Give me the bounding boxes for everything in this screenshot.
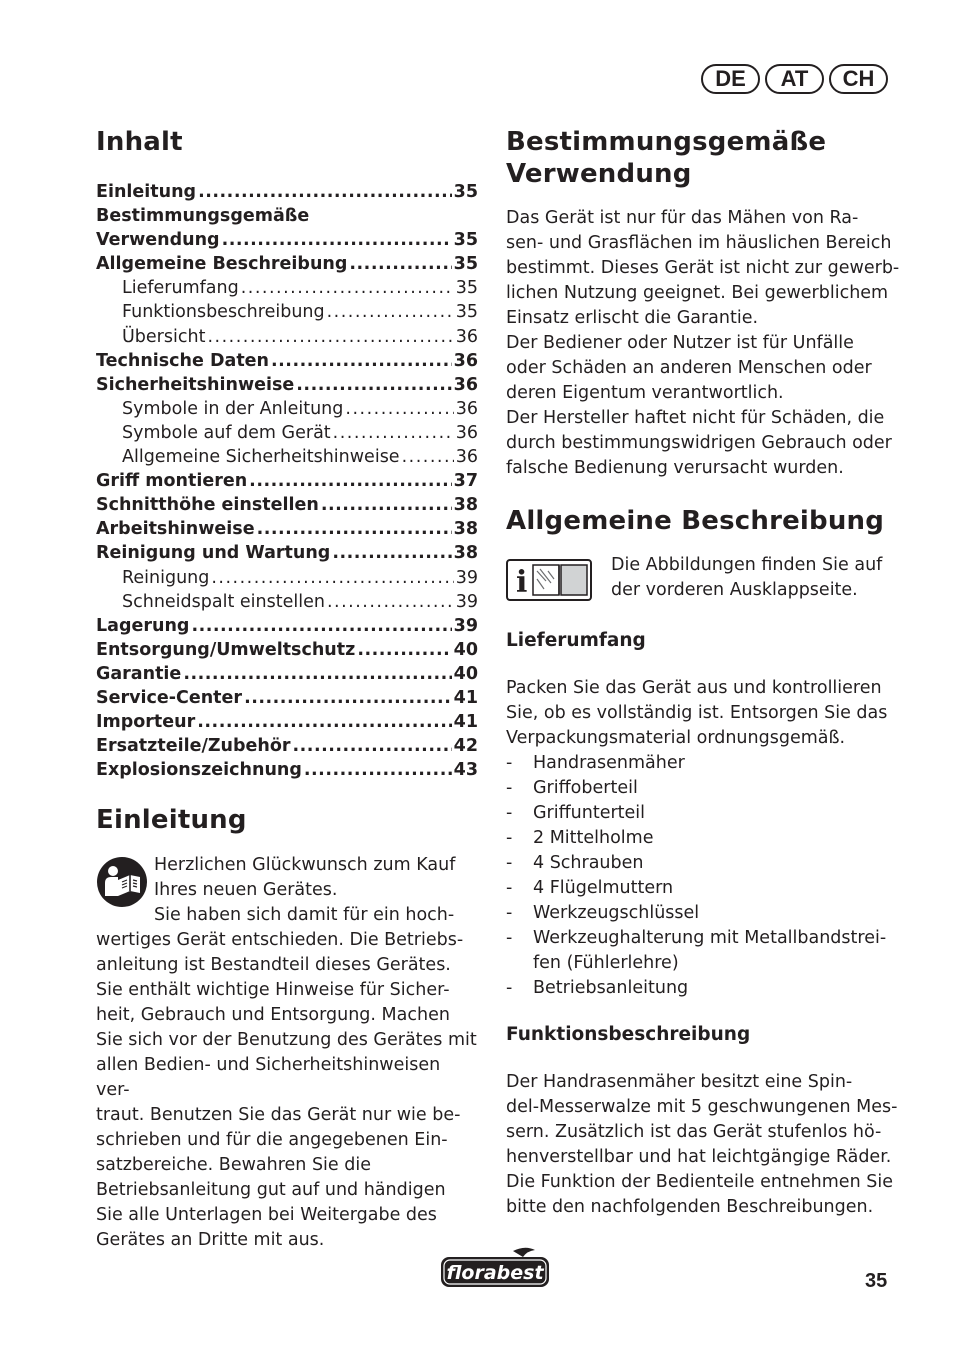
toc-entry-page: 36 <box>455 447 478 468</box>
bestimmung-line: durch bestimmungswidrigen Gebrauch oder <box>506 433 892 453</box>
toc-entry-label: Entsorgung/Umweltschutz <box>96 639 356 660</box>
toc-entry <box>96 734 478 758</box>
toc-entry-label: Lieferumfang <box>122 278 239 299</box>
einleitung-line: Sie haben sich damit für ein hoch- <box>154 905 455 926</box>
lieferumfang-item: - Werkzeugschlüssel <box>506 901 901 926</box>
toc-entry-page: 41 <box>453 712 478 733</box>
funktion-line: henverstellbar und hat leichtgängige Räder. <box>506 1147 892 1167</box>
toc-title: Inhalt <box>96 127 183 157</box>
toc-leader-dots <box>241 276 454 300</box>
toc-leader-dots <box>332 541 451 565</box>
bestimmung-line: deren Eigentum verantwortlich. <box>506 383 784 403</box>
bestimmung-line: Der Hersteller haftet nicht für Schäden, die <box>506 408 885 428</box>
toc-leader-dots <box>321 493 452 517</box>
info-line: Die Abbildungen finden Sie auf <box>611 555 883 575</box>
lieferumfang-item: - 4 Flügelmuttern <box>506 876 901 901</box>
toc-entry <box>96 517 478 541</box>
toc-leader-dots <box>211 566 453 590</box>
toc-entry <box>96 300 478 324</box>
page-number: 35 <box>865 1270 888 1292</box>
toc-entry <box>96 180 478 204</box>
toc-entry-label: Ersatzteile/Zubehör <box>96 736 291 757</box>
toc-entry <box>96 228 478 252</box>
bestimmung-line: Der Bediener oder Nutzer ist für Unfälle <box>506 333 854 353</box>
toc-entry-label: Allgemeine Sicherheitshinweise <box>122 447 400 468</box>
toc-entry-page: 41 <box>453 687 478 708</box>
logo-text: florabest <box>446 1262 544 1284</box>
toc-entry <box>96 373 478 397</box>
toc-leader-dots <box>183 662 451 686</box>
lieferumfang-item: - Griffunterteil <box>506 801 901 826</box>
toc-entry-label: Garantie <box>96 663 182 684</box>
toc-entry-page: 36 <box>453 350 478 371</box>
einleitung-line: satzbereiche. Bewahren Sie die <box>96 1155 371 1176</box>
toc-entry <box>96 638 478 662</box>
einleitung-line: Herzlichen Glückwunsch zum Kauf <box>154 855 456 876</box>
lieferumfang-line: Verpackungsmaterial ordnungsgemäß. <box>506 728 846 748</box>
toc-entry-label: Bestimmungsgemäße <box>96 206 310 227</box>
einleitung-line: allen Bedien- und Sicherheitshinweisen ver- <box>96 1055 441 1101</box>
einleitung-line: heit, Gebrauch und Entsorgung. Machen <box>96 1005 450 1026</box>
toc-entry <box>96 445 478 469</box>
funktion-title: Funktionsbeschreibung <box>506 1024 751 1045</box>
lieferumfang-intro <box>506 676 901 751</box>
bestimmung-line: lichen Nutzung geeignet. Bei gewerblichem <box>506 283 889 303</box>
toc-entry-page: 35 <box>455 278 478 299</box>
toc-leader-dots <box>296 373 451 397</box>
lieferumfang-line: Sie, ob es vollständig ist. Entsorgen Sie das <box>506 703 888 723</box>
toc-entry-page: 38 <box>453 543 478 564</box>
read-manual-icon <box>96 856 148 908</box>
toc-leader-dots <box>197 710 451 734</box>
toc-entry-label: Service-Center <box>96 687 243 708</box>
bestimmung-title-line2: Verwendung <box>506 159 692 189</box>
einleitung-title: Einleitung <box>96 805 247 836</box>
toc-entry <box>96 469 478 493</box>
funktion-line: sern. Zusätzlich ist das Gerät stufenlos hö- <box>506 1122 882 1142</box>
toc-entry-label: Allgemeine Beschreibung <box>96 254 348 275</box>
table-of-contents <box>96 180 478 782</box>
toc-entry <box>96 541 478 565</box>
toc-entry-label: Griff montieren <box>96 471 248 492</box>
bestimmung-line: bestimmt. Dieses Gerät ist nicht zur gewerb- <box>506 258 900 278</box>
einleitung-line: Ihres neuen Gerätes. <box>154 880 338 901</box>
toc-entry-page: 35 <box>453 230 478 251</box>
toc-entry-label: Reinigung und Wartung <box>96 543 331 564</box>
toc-entry <box>96 421 478 445</box>
toc-entry-label: Reinigung <box>122 567 210 588</box>
toc-leader-dots <box>333 421 454 445</box>
toc-entry-page: 39 <box>455 591 478 612</box>
toc-leader-dots <box>304 758 452 782</box>
einleitung-section <box>96 853 478 1253</box>
badge-at: AT <box>765 64 824 94</box>
toc-entry <box>96 325 478 349</box>
toc-leader-dots <box>257 517 452 541</box>
right-column <box>506 126 901 1220</box>
toc-entry-page: 42 <box>453 736 478 757</box>
toc-entry-label: Symbole auf dem Gerät <box>122 422 331 443</box>
toc-entry <box>96 493 478 517</box>
toc-entry-label: Lagerung <box>96 615 190 636</box>
toc-entry <box>96 758 478 782</box>
toc-entry-page: 38 <box>453 519 478 540</box>
toc-entry <box>96 590 478 614</box>
info-row <box>506 553 901 609</box>
lieferumfang-item: - Handrasenmäher <box>506 751 901 776</box>
toc-entry-page: 37 <box>453 471 478 492</box>
country-badges <box>701 64 888 94</box>
left-column <box>96 126 478 1253</box>
toc-entry-page: 39 <box>453 615 478 636</box>
toc-entry-page: 38 <box>453 495 478 516</box>
lieferumfang-title: Lieferumfang <box>506 630 646 651</box>
bestimmung-line: sen- und Grasflächen im häuslichen Bereich <box>506 233 892 253</box>
toc-entry-page: 40 <box>453 663 478 684</box>
einleitung-line: Gerätes an Dritte mit aus. <box>96 1230 325 1251</box>
info-text <box>611 553 901 603</box>
einleitung-body <box>96 903 478 1253</box>
lieferumfang-item: - Betriebsanleitung <box>506 976 901 1001</box>
toc-entry-page: 35 <box>455 302 478 323</box>
toc-entry-label: Schneidspalt einstellen <box>122 591 325 612</box>
einleitung-line: anleitung ist Bestandteil dieses Gerätes. <box>96 955 451 976</box>
toc-entry <box>96 252 478 276</box>
funktion-line: Der Handrasenmäher besitzt eine Spin- <box>506 1072 853 1092</box>
einleitung-line: Sie enthält wichtige Hinweise für Sicher- <box>96 980 450 1001</box>
allgemeine-title: Allgemeine Beschreibung <box>506 506 885 536</box>
toc-entry-label: Importeur <box>96 712 196 733</box>
toc-entry-page: 36 <box>455 326 478 347</box>
toc-leader-dots <box>244 686 452 710</box>
toc-leader-dots <box>222 228 452 252</box>
toc-entry-label: Technische Daten <box>96 350 270 371</box>
lieferumfang-list <box>506 751 901 1001</box>
toc-entry-page: 36 <box>455 398 478 419</box>
funktion-line: del-Messerwalze mit 5 geschwungenen Mes- <box>506 1097 898 1117</box>
lieferumfang-item: - Werkzeughalterung mit Metallbandstrei- fen (Fühlerlehre) <box>506 926 901 976</box>
bestimmung-title-line1: Bestimmungsgemäße <box>506 127 827 157</box>
badge-de: DE <box>701 64 760 94</box>
einleitung-line: schrieben und für die angegebenen Ein- <box>96 1130 448 1151</box>
toc-entry <box>96 204 478 228</box>
toc-entry-label: Verwendung <box>96 230 220 251</box>
toc-entry-page: 39 <box>455 567 478 588</box>
toc-entry <box>96 662 478 686</box>
toc-entry-label: Sicherheitshinweise <box>96 374 295 395</box>
toc-leader-dots <box>327 300 454 324</box>
toc-entry <box>96 397 478 421</box>
toc-entry <box>96 686 478 710</box>
toc-entry-page: 36 <box>453 374 478 395</box>
toc-leader-dots <box>249 469 451 493</box>
funktion-body <box>506 1070 901 1220</box>
bestimmung-line: falsche Bedienung verursacht wurden. <box>506 458 844 478</box>
einleitung-line: wertiges Gerät entschieden. Die Betriebs- <box>96 930 464 951</box>
toc-entry-label: Funktionsbeschreibung <box>122 302 325 323</box>
toc-leader-dots <box>198 180 452 204</box>
lieferumfang-item: - Griffoberteil <box>506 776 901 801</box>
toc-entry-label: Symbole in der Anleitung <box>122 398 344 419</box>
info-line: der vorderen Ausklappseite. <box>611 580 858 600</box>
badge-ch: CH <box>829 64 888 94</box>
toc-leader-dots <box>207 325 453 349</box>
toc-entry-label: Schnitthöhe einstellen <box>96 495 319 516</box>
toc-entry-label: Einleitung <box>96 182 197 202</box>
bestimmung-title <box>506 126 901 190</box>
florabest-logo <box>439 1247 551 1289</box>
lieferumfang-item: - 4 Schrauben <box>506 851 901 876</box>
einleitung-line: Sie alle Unterlagen bei Weitergabe des <box>96 1205 437 1226</box>
bestimmung-line: Einsatz erlischt die Garantie. <box>506 308 759 328</box>
toc-entry <box>96 710 478 734</box>
lieferumfang-line: Packen Sie das Gerät aus und kontrollieren <box>506 678 882 698</box>
toc-entry-label: Übersicht <box>122 326 206 347</box>
toc-entry <box>96 276 478 300</box>
funktion-line: Die Funktion der Bedienteile entnehmen Sie <box>506 1172 893 1192</box>
toc-leader-dots <box>191 614 451 638</box>
toc-entry-label: Explosionszeichnung <box>96 760 302 781</box>
einleitung-line: traut. Benutzen Sie das Gerät nur wie be- <box>96 1105 461 1126</box>
funktion-line: bitte den nachfolgenden Beschreibungen. <box>506 1197 874 1217</box>
einleitung-line: Sie sich vor der Benutzung des Gerätes mit <box>96 1030 477 1051</box>
toc-leader-dots <box>345 397 453 421</box>
bestimmung-line: oder Schäden an anderen Menschen oder <box>506 358 872 378</box>
toc-entry-page: 43 <box>453 760 478 781</box>
toc-leader-dots <box>357 638 451 662</box>
einleitung-line: Betriebsanleitung gut auf und händigen <box>96 1180 446 1201</box>
toc-entry-page: 40 <box>453 639 478 660</box>
toc-entry <box>96 566 478 590</box>
bestimmung-line: Das Gerät ist nur für das Mähen von Ra- <box>506 208 859 228</box>
toc-leader-dots <box>349 252 451 276</box>
toc-leader-dots <box>327 590 454 614</box>
toc-entry <box>96 614 478 638</box>
info-foldout-icon <box>506 559 592 601</box>
toc-leader-dots <box>293 734 452 758</box>
toc-entry-page: 35 <box>453 254 478 275</box>
toc-entry <box>96 349 478 373</box>
info-icon-letter: i <box>516 565 528 600</box>
toc-leader-dots <box>402 445 454 469</box>
lieferumfang-item: - 2 Mittelholme <box>506 826 901 851</box>
toc-entry-label: Arbeitshinweise <box>96 519 255 540</box>
toc-entry-page: 36 <box>455 422 478 443</box>
toc-entry-page: 35 <box>453 182 478 202</box>
bestimmung-body <box>506 206 901 481</box>
toc-leader-dots <box>271 349 452 373</box>
